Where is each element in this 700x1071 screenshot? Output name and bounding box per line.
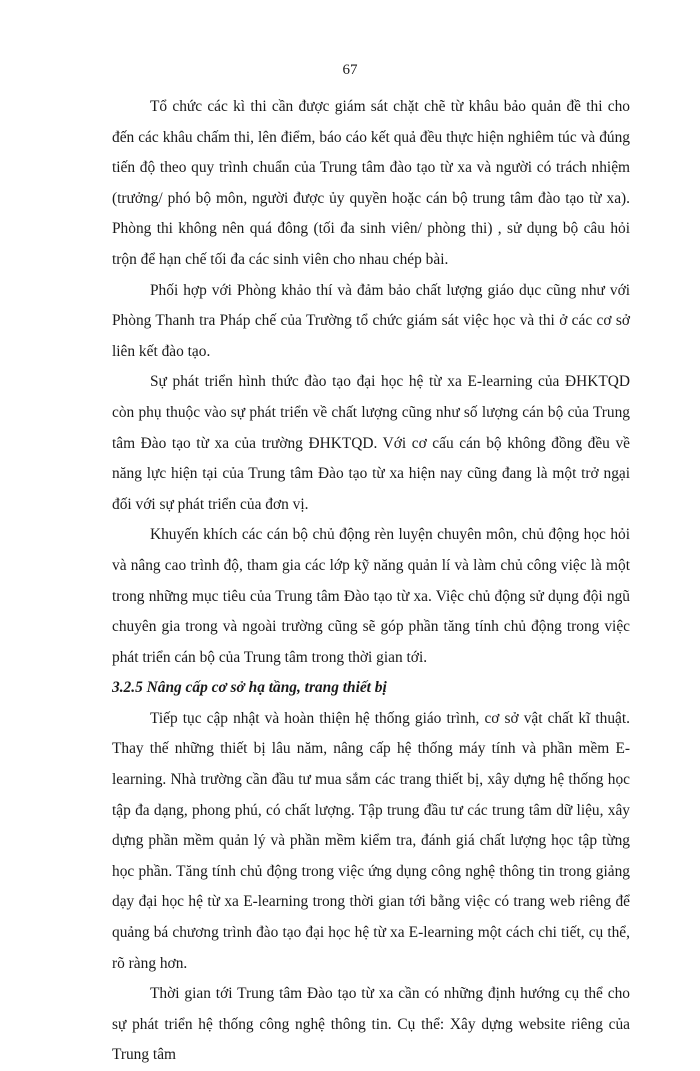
paragraph-it-orientation: Thời gian tới Trung tâm Đào tạo từ xa cần có những định hướng cụ thể cho sự phát triển hệ thống công nghệ thông tin. Cụ thể: Xây dựng website riêng của Trung tâm (112, 985, 630, 1064)
paragraph-staff-development: Sự phát triển hình thức đào tạo đại học hệ từ xa E-learning của ĐHKTQD còn phụ thuộc vào sự phát triển về chất lượng cũng như số lượng cán bộ của Trung tâm Đào tạo từ xa của trường ĐHKTQD. Với cơ cấu cán bộ không đồng đều về năng lực hiện tại của Trung tâm Đào tạo từ xa hiện nay cũng đang là một trở ngại đối với sự phát triển của đơn vị. (112, 373, 630, 513)
paragraph-encourage-staff: Khuyến khích các cán bộ chủ động rèn luyện chuyên môn, chủ động học hỏi và nâng cao trình độ, tham gia các lớp kỹ năng quản lí và làm chủ công việc là một trong những mục tiêu của Trung tâm Đào tạo từ xa. Việc chủ động sử dụng đội ngũ chuyên gia trong và ngoài trường cũng sẽ góp phần tăng tính chủ động trong việc phát triển cán bộ của Trung tâm trong thời gian tới. (112, 526, 630, 666)
paragraph-infrastructure: Tiếp tục cập nhật và hoàn thiện hệ thống giáo trình, cơ sở vật chất kĩ thuật. Thay thế những thiết bị lâu năm, nâng cấp hệ thống máy tính và phần mềm E-learning. Nhà trường cần đầu tư mua sắm các trang thiết bị, xây dựng hệ thống học tập đa dạng, phong phú, có chất lượng. Tập trung đầu tư các trung tâm dữ liệu, xây dựng phần mềm quản lý và phần mềm kiểm tra, đánh giá chất lượng học tập từng học phần. Tăng tính chủ động trong việc ứng dụng công nghệ thông tin trong giảng dạy đại học hệ từ xa E-learning trong thời gian tới bằng việc có trang web riêng để quảng bá chương trình đào tạo đại học hệ từ xa E-learning một cách chi tiết, cụ thể, rõ ràng hơn. (112, 709, 630, 972)
page-number: 67 (342, 62, 358, 78)
body-text (112, 92, 630, 1071)
paragraph-coordination: Phối hợp với Phòng khảo thí và đảm bảo chất lượng giáo dục cũng như với Phòng Thanh tra Pháp chế của Trường tổ chức giám sát việc học và thi ở các cơ sở liên kết đào tạo. (112, 281, 630, 360)
paragraph-exam-supervision: Tổ chức các kì thi cần được giám sát chặt chẽ từ khâu bảo quản đề thi cho đến các khâu chấm thi, lên điểm, báo cáo kết quả đều thực hiện nghiêm túc và đúng tiến độ theo quy trình chuẩn của Trung tâm đào tạo từ xa và người có trách nhiệm (trưởng/ phó bộ môn, người được ủy quyền hoặc cán bộ trung tâm đào tạo từ xa). Phòng thi không nên quá đông (tối đa sinh viên/ phòng thi) , sử dụng bộ câu hỏi trộn để hạn chế tối đa các sinh viên cho nhau chép bài. (112, 98, 630, 268)
section-heading: 3.2.5 Nâng cấp cơ sở hạ tầng, trang thiết bị (112, 679, 387, 697)
